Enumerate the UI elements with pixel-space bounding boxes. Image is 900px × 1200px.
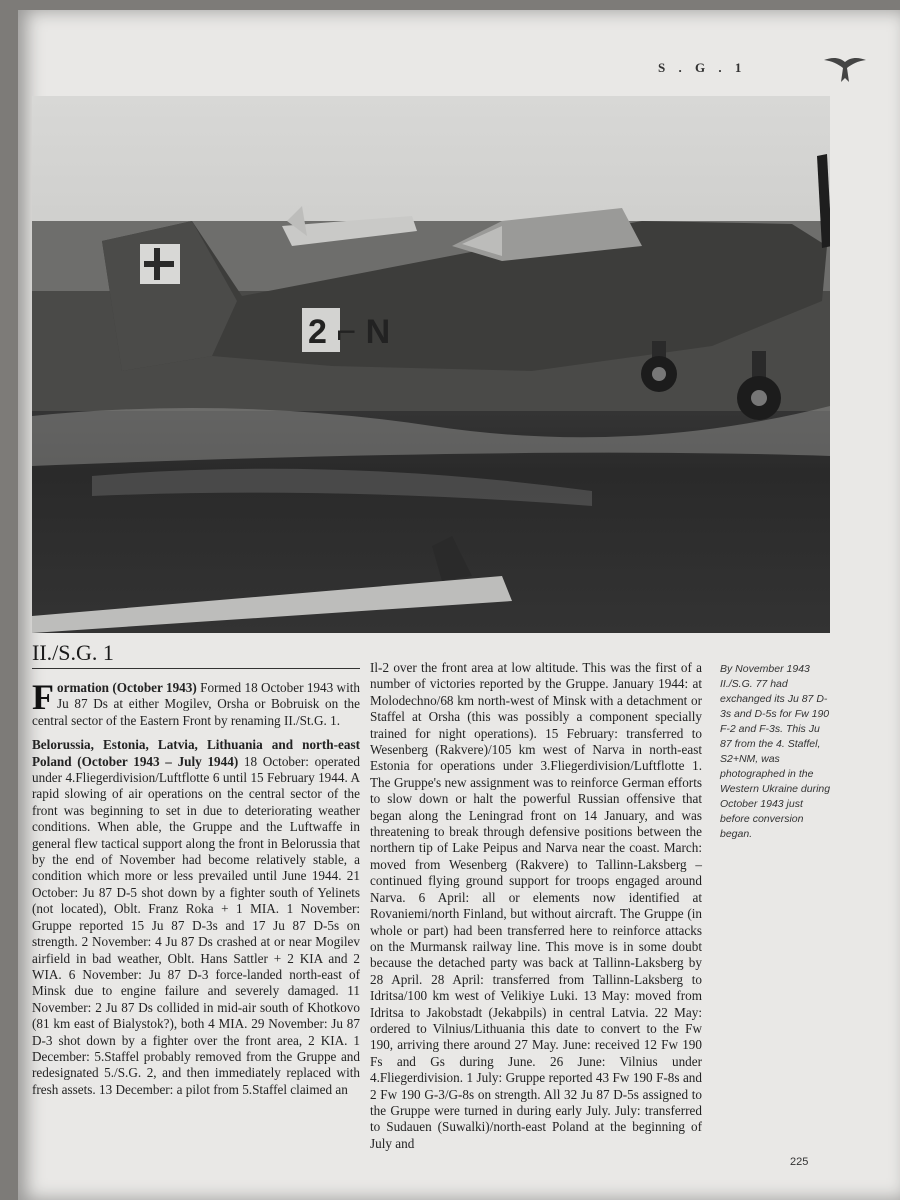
text-column-1 xyxy=(32,677,360,1106)
formation-heading: ormation (October 1943) xyxy=(57,680,197,695)
paragraph-formation xyxy=(32,677,360,729)
running-head: S . G . 1 xyxy=(658,60,747,75)
ju87-aircraft-illustration xyxy=(32,96,830,633)
formation-text: Formed 18 October 1943 with Ju 87 Ds at either Mogilev, Orsha or Bobruisk on the central sector of the Eastern Front by renaming II./St.G. 1. xyxy=(32,680,360,728)
text-column-2 xyxy=(370,660,702,1160)
aircraft-photo xyxy=(32,96,830,633)
eagle-emblem-icon xyxy=(824,54,866,86)
fuselage-code: 2 ⌐ N xyxy=(308,313,391,351)
book-page xyxy=(18,10,900,1200)
page-number: 225 xyxy=(790,1156,809,1168)
title-rule xyxy=(32,668,360,669)
drop-cap: F xyxy=(32,677,54,717)
photo-caption: By November 1943 II./S.G. 77 had exchanged its Ju 87 D-3s and D-5s for Fw 190 F-2 and F-3s. This Ju 87 from the 4. Staffel, S2+NM, was photographed in the Western Ukraine during October 1943 just before conversion began. xyxy=(720,663,831,840)
belorussia-text: 18 October: operated under 4.Fliegerdivision/Luftflotte 6 until 15 February 1944. A rapid slowing of air operations on the central sector of the front was beginning to set in due to deteriorating weather conditions. When able, the Gruppe and the Luftwaffe in general flew tactical support along the front in Belorussia that by the end of November had become relatively stable, a condition which more or less prevailed until June 1944. 21 October: Ju 87 D-5 shot down by a fighter south of Yelinets (not located), Oblt. Franz Roka + 1 MIA. 1 November: Gruppe reported 15 Ju 87 D-3s and 17 Ju 87 D-5s on strength. 2 November: 4 Ju 87 Ds crashed at or near Mogilev airfield in bad weather, Oblt. Hans Sattler + 2 KIA and 2 WIA. 6 November: Ju 87 D-3 force-landed north-east of Minsk due to engine failure and severely damaged. 11 November: 2 Ju 87 Ds collided in mid-air south of Khotkovo (81 km east of Bialystok?), both 4 MIA. 29 November: Ju 87 D-3 shot down by a fighter over the front area, 2 KIA. 1 December: 5.Staffel probably removed from the Gruppe and redesignated 5./S.G. 2, and then immediately replaced with fresh assets. 13 December: a pilot from 5.Staffel claimed an xyxy=(32,753,360,1097)
belorussia-heading: Belorussia, Estonia, Latvia, Lithuania and north-east Poland (October 1943 – July 1944) xyxy=(32,737,360,769)
paragraph-belorussia xyxy=(32,737,360,1098)
section-title: II./S.G. 1 xyxy=(32,640,114,665)
paragraph-continuation: Il-2 over the front area at low altitude. This was the first of a number of victories reported by the Gruppe. January 1944: at Molodechno/68 km north-west of Minsk with a detachment or Staffel at Orsha (this was possibly a component specially trained for night operations). 15 February: transferred to Wesenberg (Rakvere)/105 km west of Narva in north-east Estonia for operations under 3.Fliegerdivision/Luftflotte 1. The Gruppe's new assignment was to reinforce German efforts to slow down or halt the powerful Russian offensive that began along the Leningrad front on 14 January, and was threatening to break through defensive positions between the northern tip of Lake Peipus and Narva near the coast. March: moved from Wesenberg (Rakvere) to Tallinn-Laksberg – continued flying ground support for troops engaged around Narva. 6 April: all or elements now identified at Rovaniemi/north Finland, but without aircraft. The Gruppe (in whole or part) had been transferred here to reinforce attacks on the Murmansk railway line. This move is in some doubt because the detached party was back at Tallinn-Laksberg by 28 April. 28 April: transferred from Tallinn-Laksberg to Idritsa/100 km west of Velikiye Luki. 13 May: moved from Idritsa to Jakobstadt (Jekabpils) in central Latvia. 22 May: ordered to Vilnius/Lithuania this date to convert to the Fw 190, arriving there around 27 May. June: received 12 Fw 190 Fs and Gs during June. 26 June: Vilnius under 4.Fliegerdivision. 1 July: Gruppe reported 43 Fw 190 F-8s and 2 Fw 190 G-3/G-8s on strength. All 32 Ju 87 D-5s assigned to the Gruppe were turned in during early July. July: transferred to Sudauen (Suwalki)/north-east Poland at the beginning of July and xyxy=(370,660,702,1151)
